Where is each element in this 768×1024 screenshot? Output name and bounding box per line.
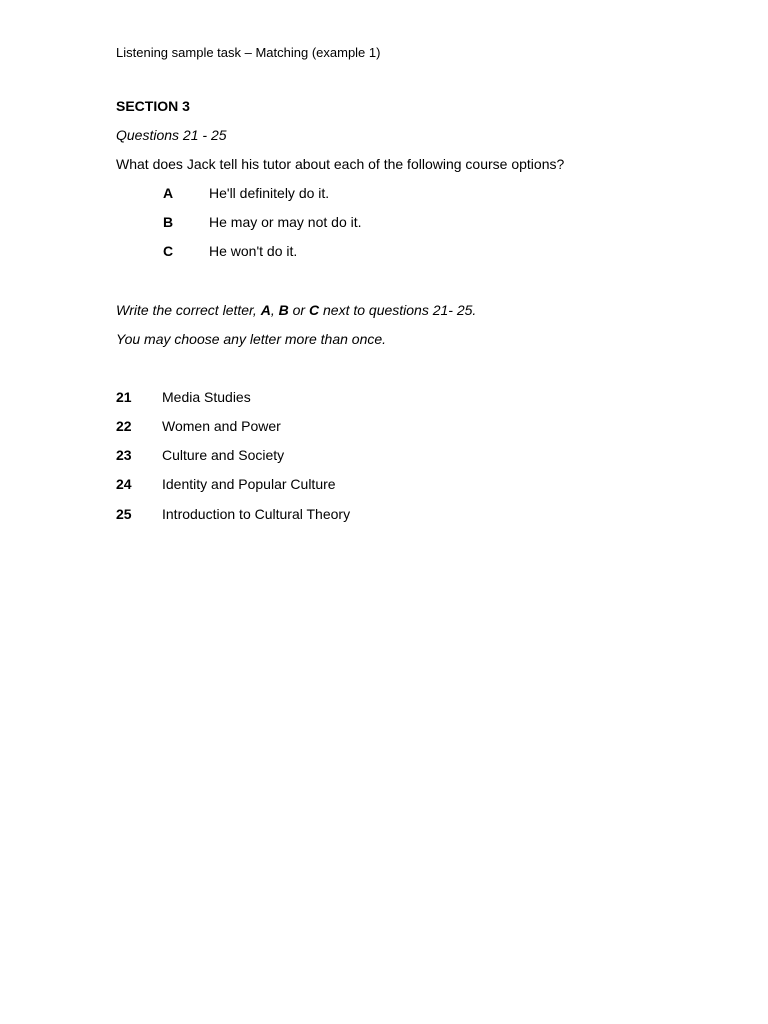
- section-title: SECTION 3: [116, 98, 190, 114]
- option-letter: C: [163, 243, 174, 259]
- option-text: He won't do it.: [209, 243, 298, 259]
- question-number: 23: [116, 447, 132, 463]
- instruction-prefix: Write the correct letter,: [116, 302, 261, 318]
- instruction-letter-c: C: [308, 302, 320, 318]
- instruction-letter-b: B: [278, 302, 289, 318]
- instruction-separator: ,: [270, 302, 279, 318]
- course-name: Women and Power: [162, 418, 281, 434]
- instruction-letter-a: A: [260, 302, 271, 318]
- option-text: He may or may not do it.: [209, 214, 362, 230]
- course-name: Culture and Society: [162, 447, 285, 463]
- option-letter: A: [163, 185, 174, 201]
- instruction-line-2: You may choose any letter more than once.: [116, 331, 387, 347]
- question-number: 22: [116, 418, 132, 434]
- course-name: Identity and Popular Culture: [162, 476, 336, 492]
- question-number: 21: [116, 389, 132, 405]
- course-name: Introduction to Cultural Theory: [162, 506, 351, 522]
- question-prompt: What does Jack tell his tutor about each of the following course options?: [116, 156, 565, 172]
- instruction-separator: or: [288, 302, 309, 318]
- instruction-line-1: [116, 302, 476, 318]
- questions-range: Questions 21 - 25: [116, 127, 227, 143]
- question-number: 24: [116, 476, 132, 492]
- instruction-suffix: next to questions 21- 25.: [319, 302, 477, 318]
- course-name: Media Studies: [162, 389, 251, 405]
- option-text: He'll definitely do it.: [209, 185, 330, 201]
- option-letter: B: [163, 214, 174, 230]
- question-number: 25: [116, 506, 132, 522]
- page-header: Listening sample task – Matching (example 1): [116, 45, 381, 60]
